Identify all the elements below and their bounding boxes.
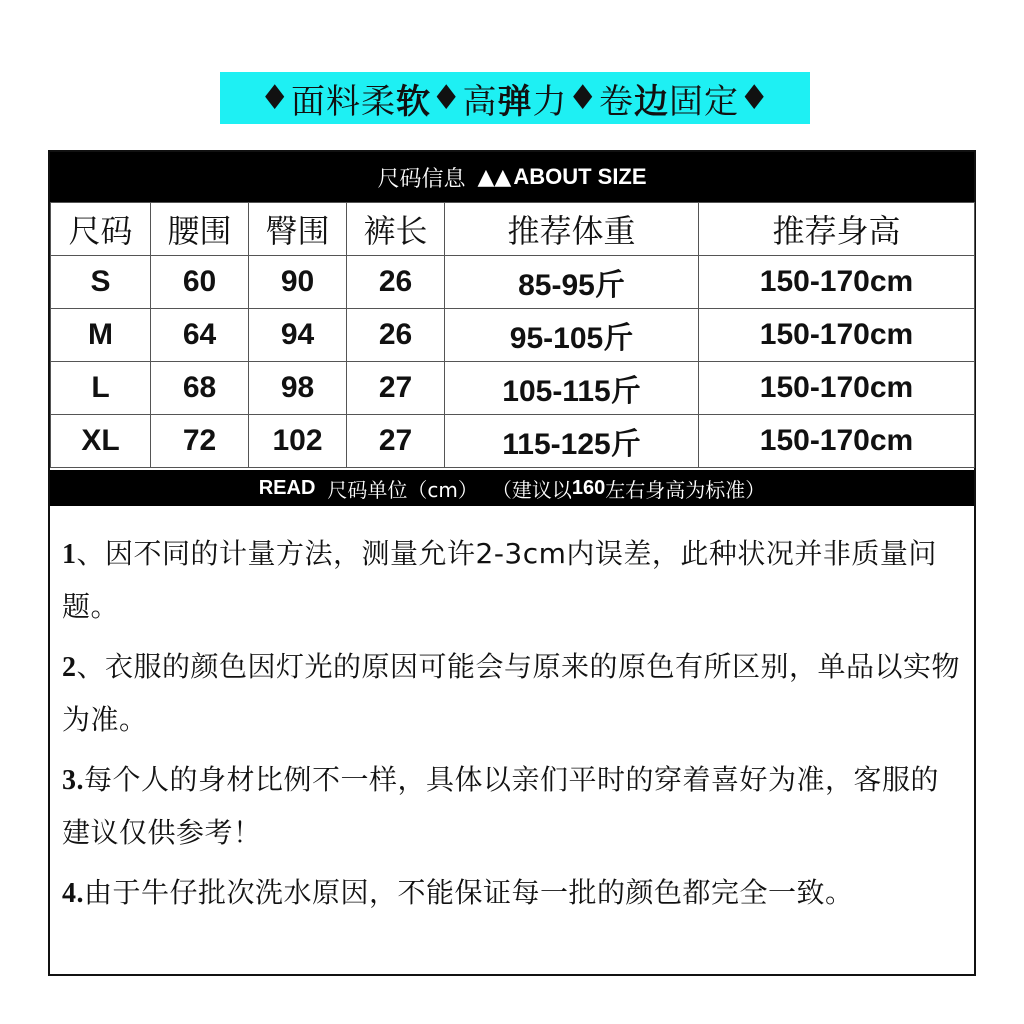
column-header: 尺码 <box>51 203 151 256</box>
table-cell: S <box>51 256 151 309</box>
banner-text: 固定 <box>668 81 739 122</box>
header-en-title: ABOUT SIZE <box>513 164 647 189</box>
advice-text: （建议以 <box>491 477 572 502</box>
table-cell: 94 <box>249 309 347 362</box>
note-item <box>62 641 962 746</box>
note-item <box>62 754 962 859</box>
table-row <box>51 309 975 362</box>
note-item <box>62 528 962 633</box>
column-header: 裤长 <box>347 203 445 256</box>
table-cell: 27 <box>347 415 445 468</box>
note-text: 每个人的身材比例不一样，具体以亲们平时的穿着喜好为准，客服的建议仅供参考！ <box>62 763 940 849</box>
table-cell: M <box>51 309 151 362</box>
table-cell: 27 <box>347 362 445 415</box>
size-footer-bar <box>50 470 974 506</box>
diamond-icon: ♦ <box>567 78 599 118</box>
table-cell: 150-170cm <box>699 309 975 362</box>
note-number: 4. <box>62 878 84 909</box>
header-cn-title: 尺码信息 <box>377 166 466 192</box>
size-table <box>50 202 975 468</box>
table-cell: 150-170cm <box>699 415 975 468</box>
size-header-bar <box>50 152 974 202</box>
triangle-up-icon: ▲▲ <box>477 164 512 190</box>
table-cell: 26 <box>347 309 445 362</box>
table-cell: 72 <box>151 415 249 468</box>
table-cell: 150-170cm <box>699 256 975 309</box>
note-item <box>62 867 962 920</box>
note-number: 1 <box>62 539 77 570</box>
table-row <box>51 415 975 468</box>
table-cell: 150-170cm <box>699 362 975 415</box>
note-number: 2 <box>62 652 77 683</box>
banner-text: 高 <box>462 81 498 122</box>
table-cell: L <box>51 362 151 415</box>
note-text: 、衣服的颜色因灯光的原因可能会与原来的原色有所区别，单品以实物为准。 <box>62 650 961 736</box>
banner-text: 力 <box>532 81 568 122</box>
advice-text: 左右身高为标准） <box>605 477 766 502</box>
headline-banner <box>220 72 810 124</box>
unit-label: 尺码单位（cm） <box>327 477 478 502</box>
column-header: 推荐体重 <box>445 203 699 256</box>
table-header-row <box>51 203 975 256</box>
table-cell: 115-125斤 <box>445 415 699 468</box>
column-header: 臀围 <box>249 203 347 256</box>
note-text: 由于牛仔批次洗水原因，不能保证每一批的颜色都完全一致。 <box>84 876 854 909</box>
table-cell: 60 <box>151 256 249 309</box>
table-cell: 68 <box>151 362 249 415</box>
banner-text-bold: 弹 <box>497 81 533 122</box>
banner-text: 面料柔 <box>291 81 397 122</box>
banner-text-bold: 软 <box>396 81 432 122</box>
column-header: 腰围 <box>151 203 249 256</box>
table-cell: 95-105斤 <box>445 309 699 362</box>
table-cell: 85-95斤 <box>445 256 699 309</box>
note-text: 、因不同的计量方法，测量允许2-3cm内误差，此种状况并非质量问题。 <box>62 537 937 623</box>
table-cell: XL <box>51 415 151 468</box>
size-sheet <box>48 150 976 976</box>
note-number: 3. <box>62 765 84 796</box>
table-cell: 102 <box>249 415 347 468</box>
table-row <box>51 362 975 415</box>
table-cell: 64 <box>151 309 249 362</box>
diamond-icon: ♦ <box>431 78 463 118</box>
table-cell: 105-115斤 <box>445 362 699 415</box>
banner-text: 卷 <box>598 81 634 122</box>
banner-text-bold: 边 <box>633 81 669 122</box>
table-cell: 98 <box>249 362 347 415</box>
table-cell: 26 <box>347 256 445 309</box>
notes-list <box>62 528 962 928</box>
diamond-icon: ♦ <box>259 78 292 118</box>
diamond-icon: ♦ <box>738 78 771 118</box>
table-cell: 90 <box>249 256 347 309</box>
advice-height: 160 <box>571 476 606 499</box>
column-header: 推荐身高 <box>699 203 975 256</box>
table-row <box>51 256 975 309</box>
read-label: READ <box>258 476 316 499</box>
